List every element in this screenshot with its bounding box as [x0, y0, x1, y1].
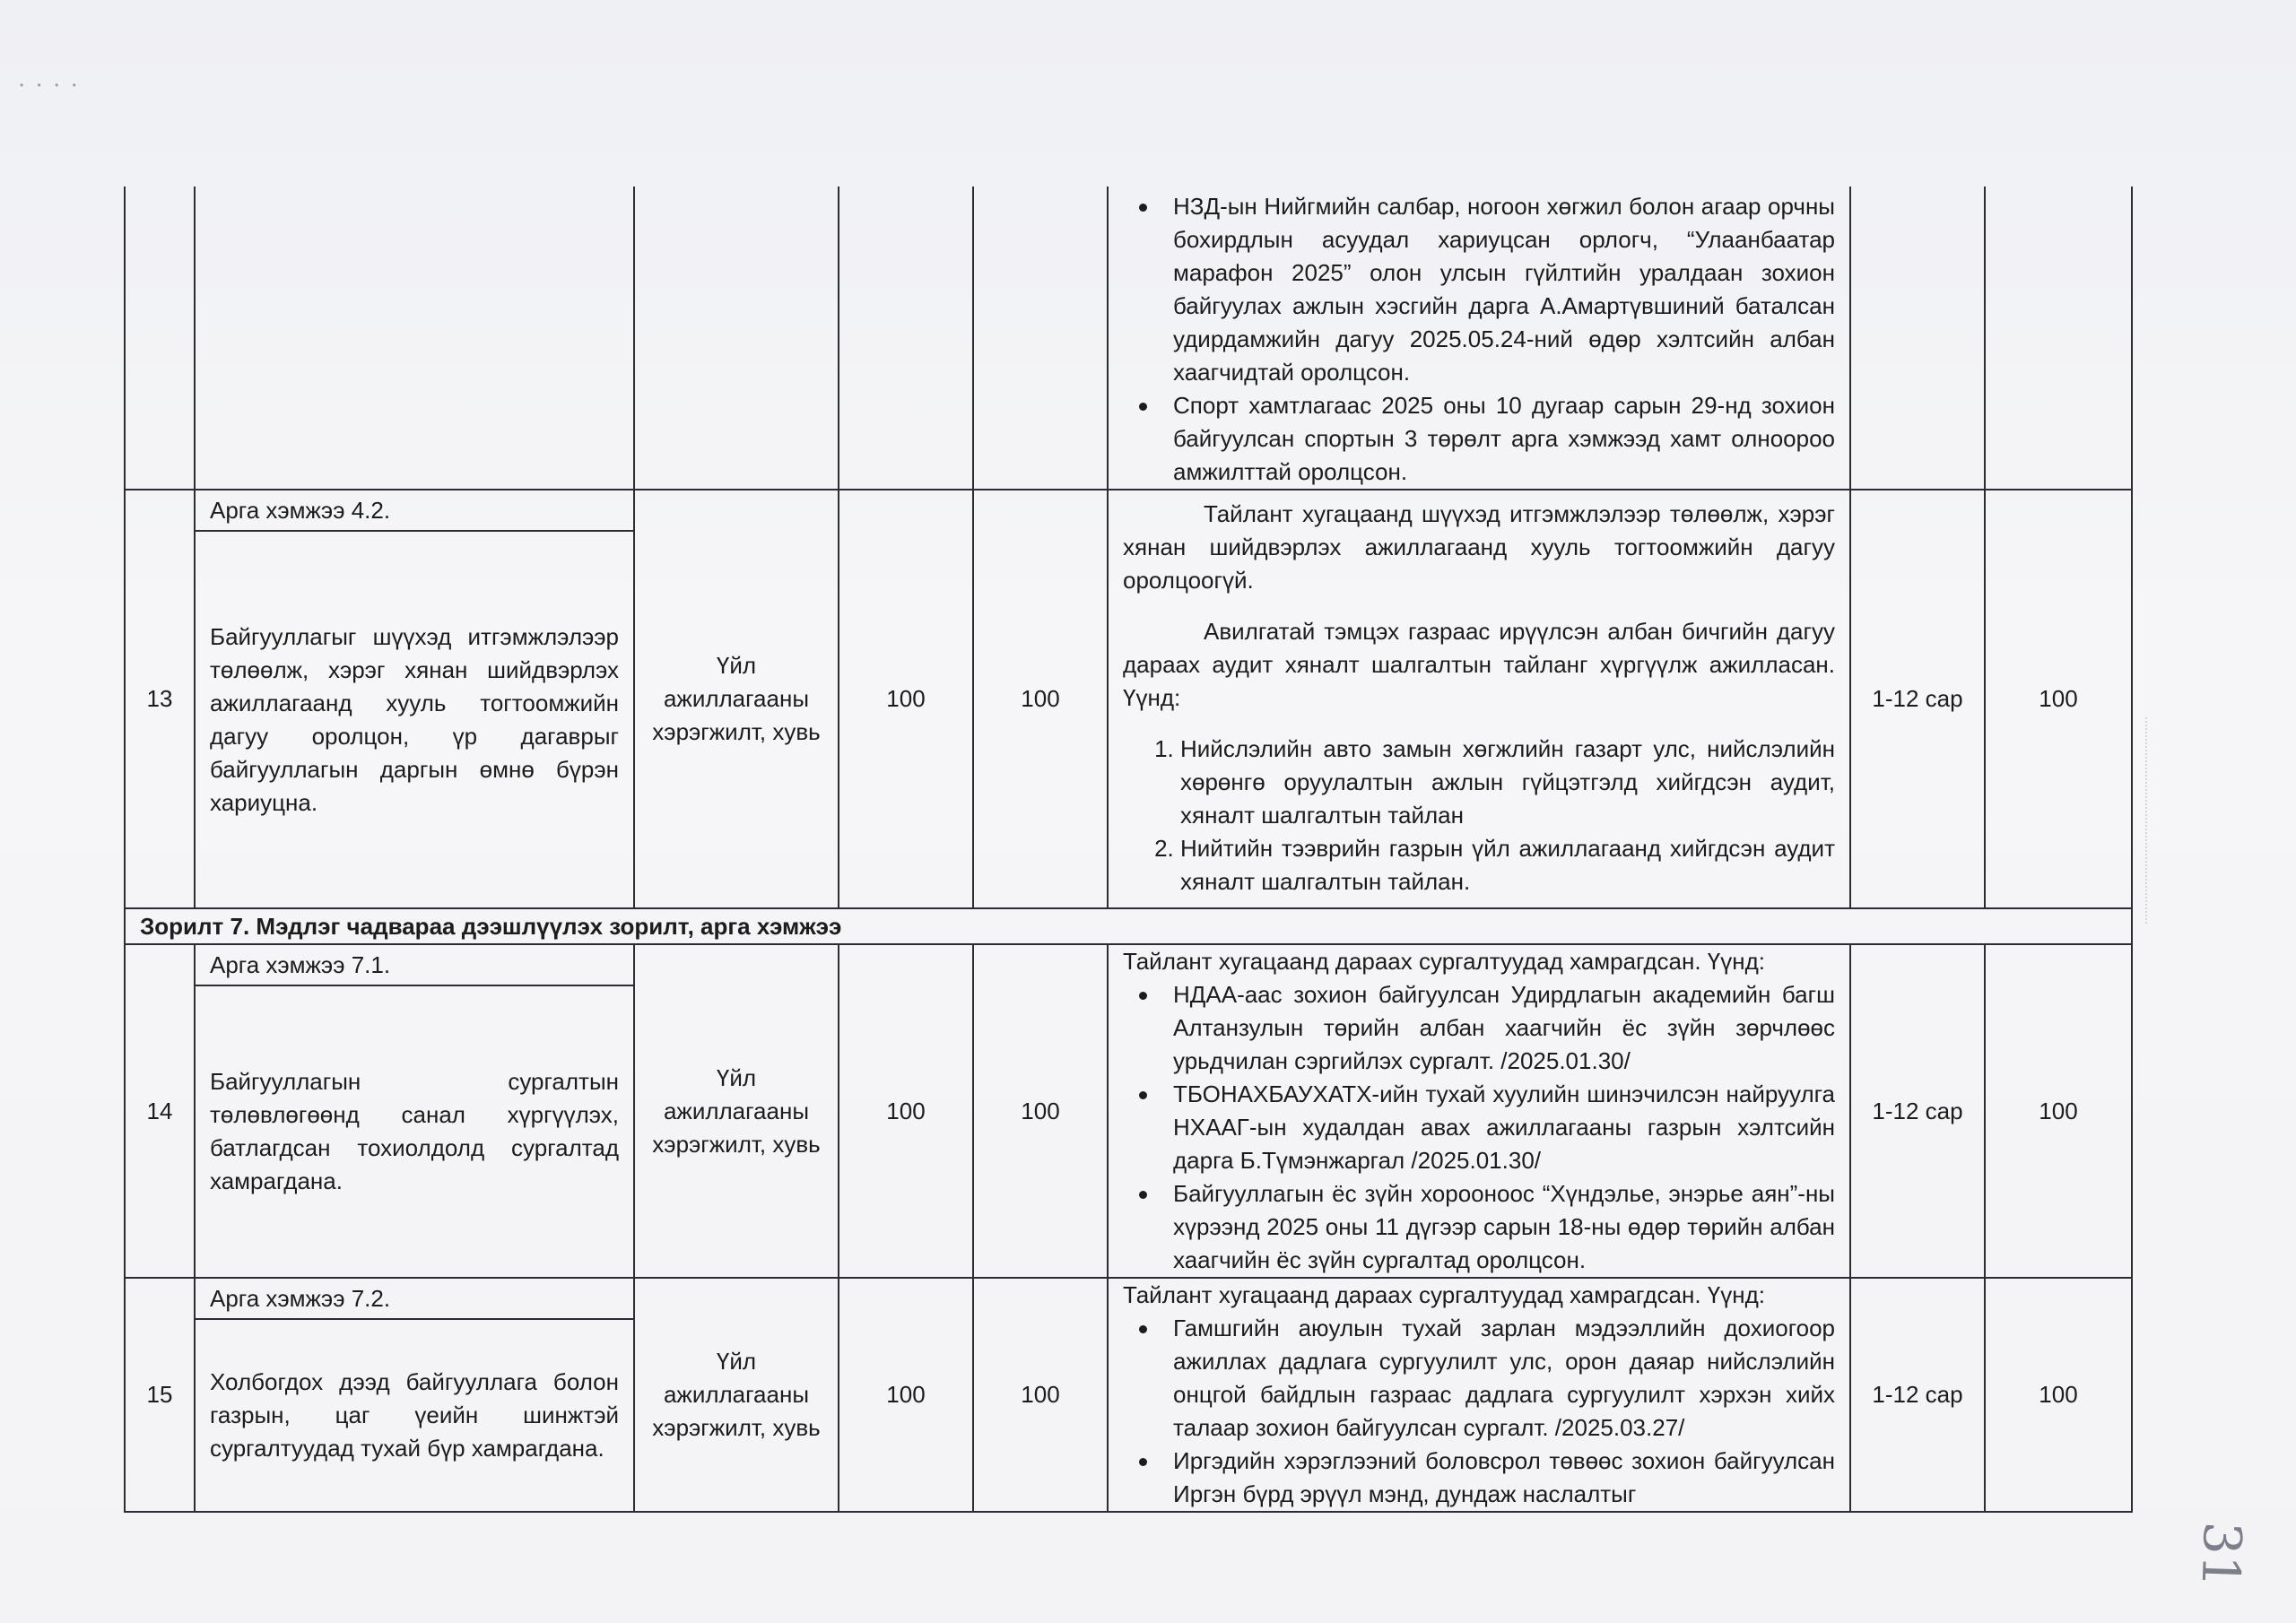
report-bullet-list [1123, 978, 1835, 1277]
list-item: ТБОНАХБАУХАТХ-ийн тухай хуулийн шинэчилсэн найруулга НХААГ-ын худалдан авах ажиллагааны газрын хэлтсийн дарга Б.Түмэнжаргал /2025.01.30/ [1173, 1078, 1835, 1177]
cell-report [1108, 187, 1850, 490]
baseline-value: 100 [839, 944, 973, 1278]
cell-target [973, 187, 1108, 490]
row-number: 14 [125, 944, 195, 1278]
indicator: Үйл ажиллагааны хэрэгжилт, хувь [634, 944, 839, 1278]
action-title: Арга хэмжээ 4.2. [195, 490, 634, 531]
cell-action [195, 187, 634, 490]
report-numbered-list [1123, 733, 1835, 898]
period: 1-12 сар [1850, 1278, 1985, 1512]
target-value: 100 [973, 490, 1108, 908]
result-value: 100 [1985, 490, 2132, 908]
list-item: Иргэдийн хэрэглээний боловсрол төвөөс зохион байгуулсан Иргэн бүрд эрүүл мэнд, дундаж наслалтыг [1173, 1445, 1835, 1511]
report-intro: Тайлант хугацаанд дараах сургалтуудад хамрагдсан. Үүнд: [1123, 948, 1765, 975]
result-value: 100 [1985, 1278, 2132, 1512]
report-bullet-list [1123, 190, 1835, 489]
row-number: 15 [125, 1278, 195, 1512]
table-row [125, 944, 2132, 985]
handwritten-page-number: 31 [2189, 1520, 2254, 1590]
baseline-value: 100 [839, 490, 973, 908]
action-description: Холбогдох дээд байгууллага болон газрын, цаг үеийн шинжтэй сургалтуудад тухай бүр хамрагдана. [195, 1319, 634, 1512]
report-paragraph: Авилгатай тэмцэх газраас ирүүлсэн албан бичгийн дагуу дараах аудит хяналт шалгалтын тайланг хүргүүлж ажилласан. Үүнд: [1123, 618, 1835, 711]
list-item: НДАА-аас зохион байгуулсан Удирдлагын академийн багш Алтанзулын төрийн албан хаагчийн ёс зүйн зөрчлөөс урьдчилан сэргийлэх сургалт. /2025.01.30/ [1173, 978, 1835, 1078]
cell-baseline [839, 187, 973, 490]
period: 1-12 сар [1850, 944, 1985, 1278]
list-item: Байгууллагын ёс зүйн хорооноос “Хүндэлье, энэрье аян”-ны хүрээнд 2025 оны 11 дүгээр сарын 18-ны өдөр төрийн албан хаагчийн ёс зүйн сургалтад оролцсон. [1173, 1177, 1835, 1277]
cell-report [1108, 944, 1850, 1278]
list-item: Гамшгийн аюулын тухай зарлан мэдээллийн дохиогоор ажиллах дадлага сургуулилт улс, орон даяар нийслэлийн онцгой байдлын газраас дадлага сургуулилт хэрхэн хийх талаар зохион байгуулсан сургалт. /2025.03.27/ [1173, 1312, 1835, 1445]
indicator: Үйл ажиллагааны хэрэгжилт, хувь [634, 490, 839, 908]
table-row [125, 1278, 2132, 1319]
cell-number [125, 187, 195, 490]
indicator: Үйл ажиллагааны хэрэгжилт, хувь [634, 1278, 839, 1512]
baseline-value: 100 [839, 1278, 973, 1512]
list-item: НЗД-ын Нийгмийн салбар, ногоон хөгжил болон агаар орчны бохирдлын асуудал хариуцсан орлогч, “Улаанбаатар марафон 2025” олон улсын гүйлтийн уралдаан зохион байгуулах ажлын хэсгийн дарга А.Амартүвшиний баталсан удирдамжийн дагуу 2025.05.24-ний өдөр хэлтсийн албан хаагчидтай оролцсон. [1173, 190, 1835, 389]
report-intro: Тайлант хугацаанд дараах сургалтуудад хамрагдсан. Үүнд: [1123, 1281, 1765, 1308]
action-title: Арга хэмжээ 7.2. [195, 1278, 634, 1319]
cell-indicator [634, 187, 839, 490]
section-title: Зорилт 7. Мэдлэг чадвараа дээшлүүлэх зорилт, арга хэмжээ [125, 908, 2132, 944]
action-title: Арга хэмжээ 7.1. [195, 944, 634, 985]
margin-pencil-mark [2145, 717, 2161, 924]
report-bullet-list [1123, 1312, 1835, 1511]
target-value: 100 [973, 944, 1108, 1278]
cell-period [1850, 187, 1985, 490]
scan-artifact: • • • • [20, 79, 82, 91]
target-value: 100 [973, 1278, 1108, 1512]
list-item: 2. Нийтийн тээврийн газрын үйл ажиллагаанд хийгдсэн аудит хяналт шалгалтын тайлан. [1180, 832, 1835, 898]
cell-report [1108, 490, 1850, 908]
table-row [125, 490, 2132, 531]
action-description: Байгууллагын сургалтын төлөвлөгөөнд санал хүргүүлэх, батлагдсан тохиолдолд сургалтад хамрагдана. [195, 985, 634, 1278]
action-description: Байгууллагыг шүүхэд итгэмжлэлээр төлөөлж, хэрэг хянан шийдвэрлэх ажиллагаанд хууль тогтоомжийн дагуу оролцон, үр дагаврыг байгууллагын даргын өмнө бүрэн хариуцна. [195, 531, 634, 908]
cell-result [1985, 187, 2132, 490]
action-plan-report-table [124, 187, 2133, 1513]
section-row [125, 908, 2132, 944]
list-item: 1. Нийслэлийн авто замын хөгжлийн газарт улс, нийслэлийн хөрөнгө оруулалтын ажлын гүйцэтгэлд хийгдсэн аудит, хяналт шалгалтын тайлан [1180, 733, 1835, 832]
row-number: 13 [125, 490, 195, 908]
result-value: 100 [1985, 944, 2132, 1278]
list-item: Спорт хамтлагаас 2025 оны 10 дугаар сарын 29-нд зохион байгуулсан спортын 3 төрөлт арга хэмжээд хамт олноороо амжилттай оролцсон. [1173, 389, 1835, 489]
period: 1-12 сар [1850, 490, 1985, 908]
report-intro: Тайлант хугацаанд шүүхэд итгэмжлэлээр төлөөлж, хэрэг хянан шийдвэрлэх ажиллагаанд хууль тогтоомжийн дагуу оролцоогүй. [1123, 500, 1835, 594]
table-row-continued [125, 187, 2132, 490]
cell-report [1108, 1278, 1850, 1512]
